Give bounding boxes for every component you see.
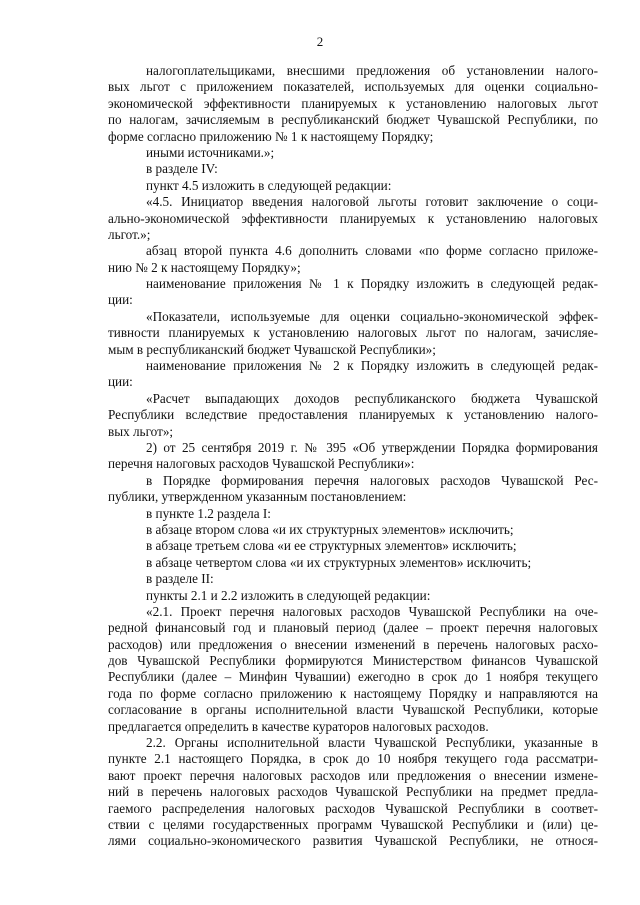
text-line: пункты 2.1 и 2.2 изложить в следующей редакции: bbox=[146, 587, 431, 603]
text-line: иными источниками.»; bbox=[146, 144, 275, 160]
text-line: абзац второй пункта 4.6 дополнить словами «по форме согласно приложе- bbox=[146, 243, 598, 259]
text-line: налогоплательщиками, внесшими предложения об установлении налого- bbox=[146, 63, 598, 78]
text-line: редной финансовый год и плановый период (далее – проект перечня налоговых bbox=[108, 620, 598, 636]
text-line: по налогам, зачисляемым в республиканский бюджет Чувашской Республики, по bbox=[108, 112, 598, 128]
text-line: наименование приложения № 1 к Порядку изложить в следующей редак- bbox=[146, 276, 598, 292]
text-line: тивности планируемых к установлению налоговых льгот по налогам, зачисляе- bbox=[108, 325, 598, 341]
text-line: в Порядке формирования перечня налоговых расходов Чувашской Рес- bbox=[146, 472, 598, 488]
text-line: форме согласно приложению № 1 к настоящему Порядку; bbox=[108, 128, 434, 144]
text-line: 2.2. Органы исполнительной власти Чувашской Республики, указанные в bbox=[146, 735, 598, 751]
text-line: в пункте 1.2 раздела I: bbox=[146, 505, 271, 521]
text-line: перечня налоговых расходов Чувашской Республики»: bbox=[108, 456, 415, 472]
text-line: ции: bbox=[108, 292, 133, 308]
text-line: предлагается определить в качестве кураторов налоговых расходов. bbox=[108, 718, 489, 734]
text-line: Республики (далее – Минфин Чувашии) ежегодно в срок до 1 ноября текущего bbox=[108, 669, 598, 685]
text-line: расходов) или предложения о внесении изменений в перечень налоговых расхо- bbox=[108, 636, 598, 652]
text-line: мым в республиканский бюджет Чувашской Республики»; bbox=[108, 341, 436, 357]
text-line: Республики вследствие предоставления планируемых к установлению налого- bbox=[108, 407, 598, 423]
text-line: нию № 2 к настоящему Порядку»; bbox=[108, 259, 301, 275]
text-line: пункт 4.5 изложить в следующей редакции: bbox=[146, 177, 392, 193]
text-line: в разделе IV: bbox=[146, 161, 218, 177]
text-line: в абзаце третьем слова «и ее структурных элементов» исключить; bbox=[146, 538, 517, 554]
text-line: наименование приложения № 2 к Порядку изложить в следующей редак- bbox=[146, 358, 598, 374]
text-line: в абзаце четвертом слова «и их структурных элементов» исключить; bbox=[146, 554, 532, 570]
page-number: 2 bbox=[316, 34, 324, 49]
text-line: ствии с целями государственных программ Чувашской Республики и (или) це- bbox=[108, 816, 598, 832]
text-line: «Расчет выпадающих доходов республиканского бюджета Чувашской bbox=[146, 390, 598, 406]
text-line: дов Чувашской Республики формируются Министерством финансов Чувашской bbox=[108, 653, 598, 669]
document-body bbox=[108, 63, 598, 850]
text-line: вают проект перечня налоговых расходов или предложения о внесении измене- bbox=[108, 767, 598, 783]
text-line: «2.1. Проект перечня налоговых расходов Чувашской Республики на оче- bbox=[146, 603, 598, 619]
text-line: в разделе II: bbox=[146, 571, 214, 587]
text-line: 2) от 25 сентября 2019 г. № 395 «Об утверждении Порядка формирования bbox=[146, 439, 598, 455]
text-line: в абзаце втором слова «и их структурных элементов» исключить; bbox=[146, 521, 514, 537]
text-line: ний в перечень налоговых расходов Чувашской Республики на предмет предла- bbox=[108, 784, 598, 800]
text-line: льгот.»; bbox=[108, 226, 151, 242]
text-line: вых льгот»; bbox=[108, 423, 174, 439]
text-line: гаемого распределения налоговых расходов Чувашской Республики в соответ- bbox=[108, 800, 598, 816]
text-line: года по форме согласно приложению к настоящему Порядку и направляются на bbox=[108, 685, 598, 701]
text-line: экономической эффективности планируемых к установлению налоговых льгот bbox=[108, 95, 598, 111]
text-line: «Показатели, используемые для оценки социально-экономической эффек- bbox=[146, 308, 598, 324]
text-line: ально-экономической эффективности планируемых к установлению налоговых bbox=[108, 210, 598, 226]
text-line: «4.5. Инициатор введения налоговой льготы готовит заключение о соци- bbox=[146, 194, 598, 210]
text-line: лями социально-экономического развития Чувашской Республики, не относя- bbox=[108, 833, 598, 849]
text-line: ции: bbox=[108, 374, 133, 390]
text-line: пункте 2.1 настоящего Порядка, в срок до 10 ноября текущего года рассматри- bbox=[108, 751, 598, 767]
text-line: согласование в органы исполнительной власти Чувашской Республики, которые bbox=[108, 702, 598, 718]
text-line: публики, утвержденном указанным постановлением: bbox=[108, 489, 407, 505]
text-line: вых льгот с приложением показателей, используемых для оценки социально- bbox=[108, 79, 598, 95]
